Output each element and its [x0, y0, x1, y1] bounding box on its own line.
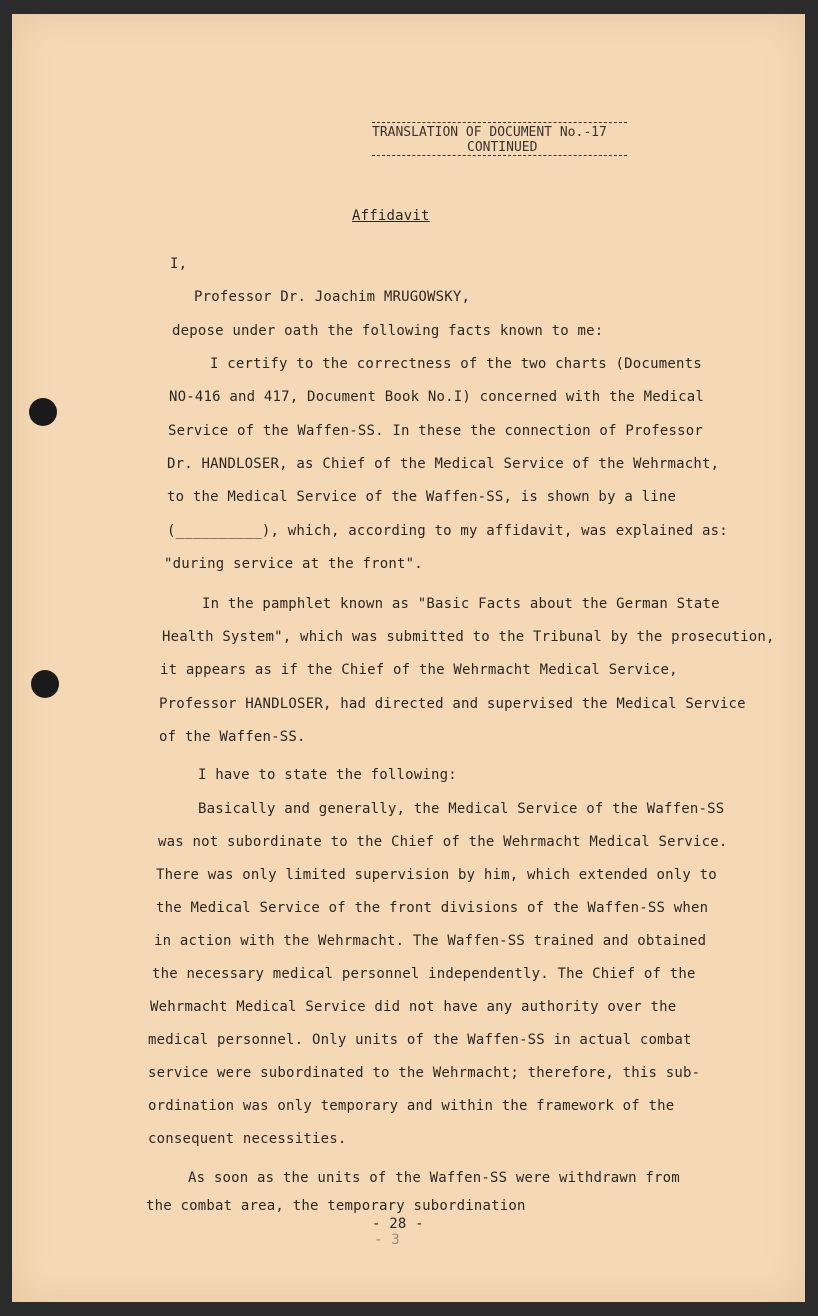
text-line: was not subordinate to the Chief of the Wehrmacht Medical Service.: [158, 834, 728, 850]
text-line: I have to state the following:: [198, 767, 457, 783]
text-line: In the pamphlet known as "Basic Facts about the German State: [202, 596, 720, 612]
text-line: the Medical Service of the front divisions of the Waffen-SS when: [156, 900, 709, 916]
text-line: Service of the Waffen-SS. In these the connection of Professor: [168, 423, 703, 439]
text-line: NO-416 and 417, Document Book No.I) concerned with the Medical: [169, 389, 704, 405]
text-line: Health System", which was submitted to the Tribunal by the prosecution,: [162, 629, 775, 645]
text-line: I certify to the correctness of the two charts (Documents: [210, 356, 702, 372]
text-line: Basically and generally, the Medical Service of the Waffen-SS: [198, 801, 725, 817]
text-line: depose under oath the following facts known to me:: [172, 323, 604, 339]
text-line: service were subordinated to the Wehrmacht; therefore, this sub-: [148, 1065, 701, 1081]
affidavit-heading: Affidavit: [352, 208, 430, 224]
page-number-faint: - 3: [374, 1232, 400, 1248]
text-line: (__________), which, according to my affidavit, was explained as:: [167, 523, 728, 539]
document-header: [372, 122, 627, 156]
text-line: the necessary medical personnel independently. The Chief of the: [152, 966, 696, 982]
header-title: TRANSLATION OF DOCUMENT No.-17: [372, 125, 607, 140]
text-line: There was only limited supervision by him, which extended only to: [156, 867, 717, 883]
page-number: - 28 -: [372, 1216, 424, 1232]
text-line: Wehrmacht Medical Service did not have any authority over the: [150, 999, 677, 1015]
text-line: ordination was only temporary and within the framework of the: [148, 1098, 675, 1114]
header-bottom-rule: [372, 155, 627, 156]
document-page: [12, 14, 805, 1302]
text-line: "during service at the front".: [164, 556, 423, 572]
text-line: consequent necessities.: [148, 1131, 347, 1147]
text-line: medical personnel. Only units of the Waffen-SS in actual combat: [148, 1032, 692, 1048]
text-line: to the Medical Service of the Waffen-SS, is shown by a line: [167, 489, 677, 505]
text-line: in action with the Wehrmacht. The Waffen-SS trained and obtained: [154, 933, 707, 949]
text-line: Dr. HANDLOSER, as Chief of the Medical Service of the Wehrmacht,: [167, 456, 720, 472]
text-line: the combat area, the temporary subordination: [146, 1198, 526, 1214]
punch-hole-top: [29, 398, 57, 426]
punch-hole-bottom: [31, 670, 59, 698]
text-line: As soon as the units of the Waffen-SS were withdrawn from: [188, 1170, 680, 1186]
header-subtitle: CONTINUED: [467, 140, 538, 155]
text-line: I,: [170, 256, 188, 272]
text-line: Professor Dr. Joachim MRUGOWSKY,: [194, 289, 471, 305]
text-line: Professor HANDLOSER, had directed and supervised the Medical Service: [159, 696, 746, 712]
text-line: it appears as if the Chief of the Wehrmacht Medical Service,: [160, 662, 678, 678]
text-line: of the Waffen-SS.: [159, 729, 306, 745]
